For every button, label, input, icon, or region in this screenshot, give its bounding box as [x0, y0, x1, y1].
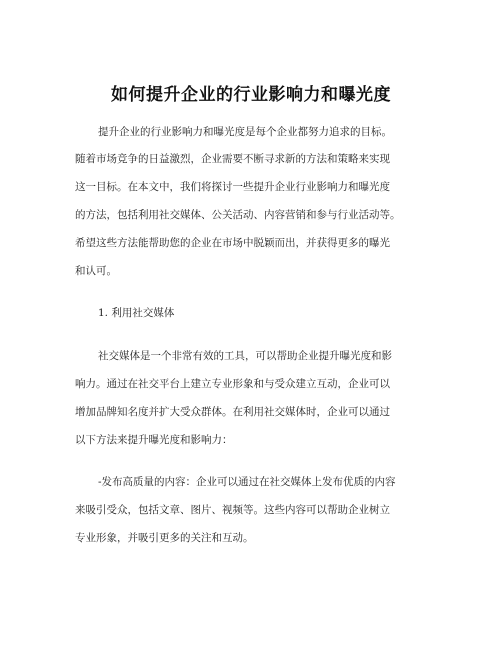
bullet-line-3: 专业形象，并吸引更多的关注和互动。 — [75, 532, 254, 544]
bullet-line-2: 来吸引受众，包括文章、图片、视频等。这些内容可以帮助企业树立 — [75, 504, 390, 516]
intro-line-3: 这一目标。在本文中，我们将探讨一些提升企业行业影响力和曝光度 — [75, 181, 390, 193]
section1-line-4: 以下方法来提升曝光度和影响力： — [75, 434, 233, 446]
intro-line-4: 的方法，包括利用社交媒体、公关活动、内容营销和参与行业活动等。 — [75, 209, 401, 221]
section-heading: 1. 利用社交媒体 — [98, 307, 175, 319]
intro-line-1: 提升企业的行业影响力和曝光度是每个企业都努力追求的目标。 — [98, 126, 392, 138]
document-title: 如何提升企业的行业影响力和曝光度 — [111, 85, 391, 105]
bullet-line-1: -发布高质量的内容：企业可以通过在社交媒体上发布优质的内容 — [98, 476, 396, 488]
intro-line-5: 希望这些方法能帮助您的企业在市场中脱颖而出，并获得更多的曝光 — [75, 237, 390, 249]
section1-line-2: 响力。通过在社交平台上建立专业形象和与受众建立互动，企业可以 — [75, 378, 390, 390]
intro-line-6: 和认可。 — [75, 265, 117, 277]
section1-line-1: 社交媒体是一个非常有效的工具，可以帮助企业提升曝光度和影 — [98, 350, 392, 362]
section1-line-3: 增加品牌知名度并扩大受众群体。在利用社交媒体时，企业可以通过 — [75, 406, 390, 418]
intro-line-2: 随着市场竞争的日益激烈，企业需要不断寻求新的方法和策略来实现 — [75, 153, 390, 165]
